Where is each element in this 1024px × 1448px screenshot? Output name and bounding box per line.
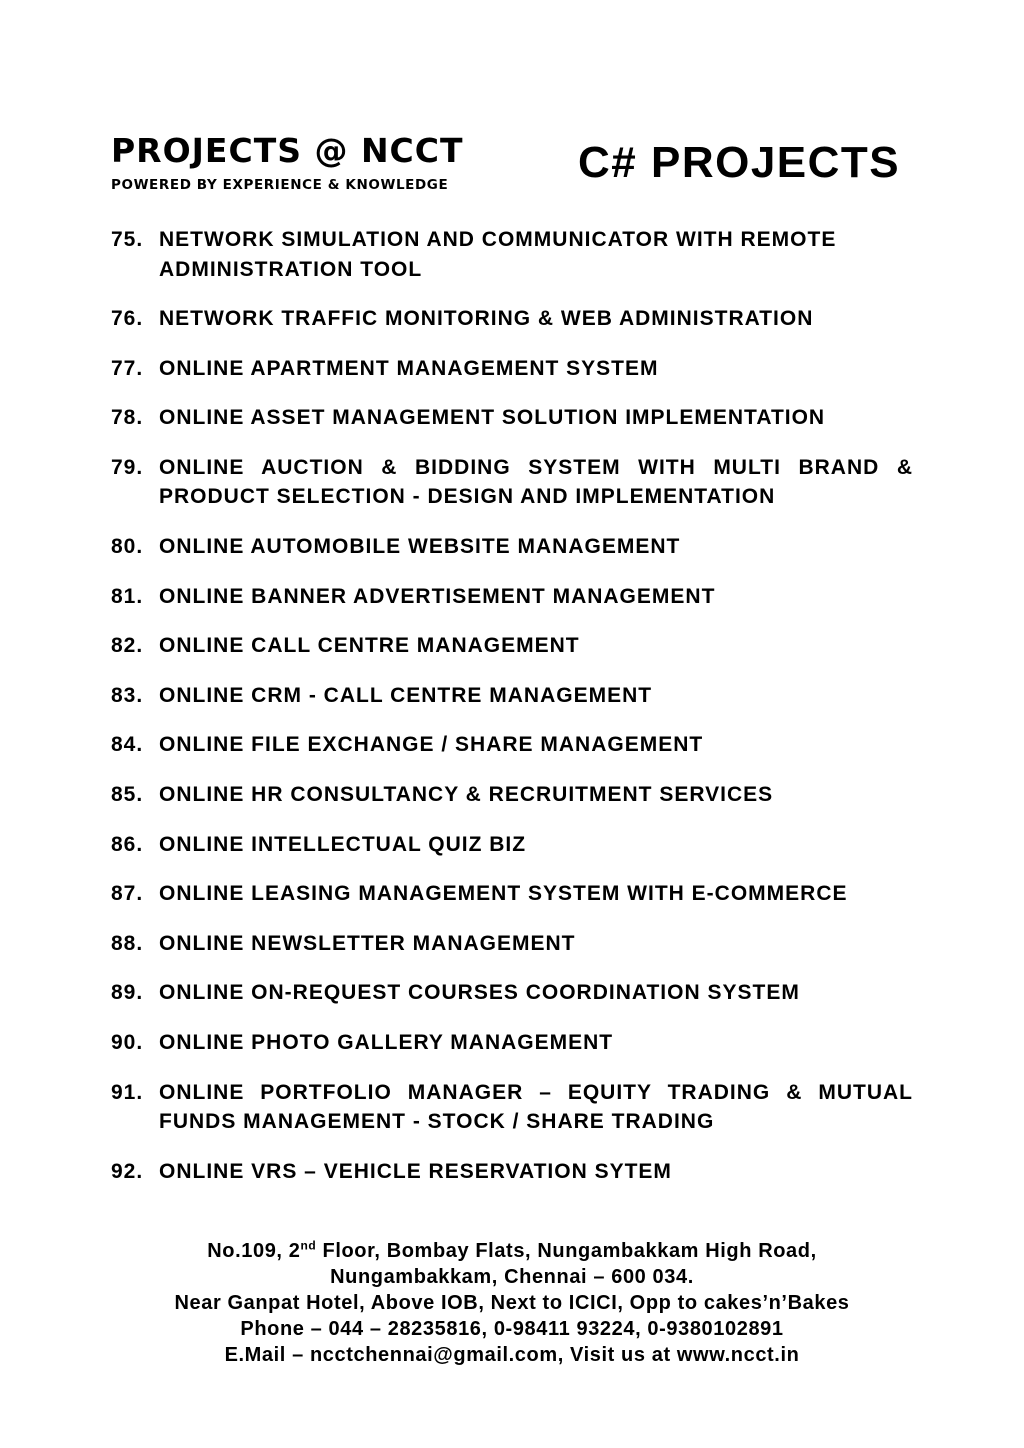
list-item xyxy=(111,403,913,433)
footer-address-superscript: nd xyxy=(300,1238,317,1253)
page-title: C# PROJECTS xyxy=(578,138,901,187)
item-title: ONLINE ON-REQUEST COURSES COORDINATION SYSTEM xyxy=(159,981,800,1005)
item-number: 83. xyxy=(111,683,144,707)
list-item xyxy=(111,1157,913,1187)
list-item xyxy=(111,879,913,909)
brand-title: PROJECTS @ NCCT xyxy=(111,131,464,170)
list-item xyxy=(111,978,913,1008)
list-item xyxy=(111,730,913,760)
item-number: 81. xyxy=(111,584,144,608)
list-item xyxy=(111,1078,913,1137)
item-title: ONLINE PHOTO GALLERY MANAGEMENT xyxy=(159,1030,614,1054)
brand-block xyxy=(111,131,464,194)
item-title: ONLINE LEASING MANAGEMENT SYSTEM WITH E-COMMERCE xyxy=(159,882,848,906)
list-item xyxy=(111,453,913,512)
list-item xyxy=(111,582,913,612)
list-item xyxy=(111,225,913,284)
footer-address xyxy=(62,1238,962,1264)
item-title: ONLINE INTELLECTUAL QUIZ BIZ xyxy=(159,832,527,856)
item-number: 78. xyxy=(111,406,144,430)
item-number: 87. xyxy=(111,882,144,906)
item-number: 77. xyxy=(111,356,144,380)
item-number: 86. xyxy=(111,832,144,856)
list-item xyxy=(111,681,913,711)
item-title: ONLINE CRM - CALL CENTRE MANAGEMENT xyxy=(159,683,653,707)
list-item xyxy=(111,780,913,810)
item-number: 91. xyxy=(111,1080,144,1104)
item-number: 92. xyxy=(111,1159,144,1183)
list-item xyxy=(111,631,913,661)
footer-contact: E.Mail – ncctchennai@gmail.com, Visit us at www.ncct.in xyxy=(224,1344,800,1366)
item-number: 85. xyxy=(111,782,144,806)
item-title: ONLINE NEWSLETTER MANAGEMENT xyxy=(159,931,576,955)
list-item xyxy=(111,354,913,384)
footer-city: Nungambakkam, Chennai – 600 034. xyxy=(330,1266,694,1288)
footer-address-end: Floor, Bombay Flats, Nungambakkam High Road, xyxy=(316,1240,817,1262)
item-number: 88. xyxy=(111,931,144,955)
project-list xyxy=(111,225,913,1206)
item-title: ONLINE AUTOMOBILE WEBSITE MANAGEMENT xyxy=(159,534,681,558)
list-item xyxy=(111,1028,913,1058)
item-title: ONLINE CALL CENTRE MANAGEMENT xyxy=(159,634,580,658)
item-number: 76. xyxy=(111,307,144,331)
item-number: 90. xyxy=(111,1030,144,1054)
item-title: ONLINE ASSET MANAGEMENT SOLUTION IMPLEMENTATION xyxy=(159,406,826,430)
item-title: ONLINE APARTMENT MANAGEMENT SYSTEM xyxy=(159,356,659,380)
item-number: 84. xyxy=(111,733,144,757)
brand-tagline: POWERED BY EXPERIENCE & KNOWLEDGE xyxy=(111,177,449,193)
item-title: ONLINE FILE EXCHANGE / SHARE MANAGEMENT xyxy=(159,733,704,757)
item-number: 75. xyxy=(111,228,144,251)
item-number: 89. xyxy=(111,981,144,1005)
contact-footer xyxy=(62,1238,962,1368)
item-title: ONLINE BANNER ADVERTISEMENT MANAGEMENT xyxy=(159,584,716,608)
footer-phone: Phone – 044 – 28235816, 0-98411 93224, 0-9380102891 xyxy=(240,1318,784,1340)
item-number: 79. xyxy=(111,455,144,479)
item-title: NETWORK TRAFFIC MONITORING & WEB ADMINISTRATION xyxy=(159,307,814,331)
item-title: ONLINE PORTFOLIO MANAGER – EQUITY TRADING & MUTUAL FUNDS MANAGEMENT - STOCK / SHARE TRADING xyxy=(159,1080,913,1133)
footer-landmark: Near Ganpat Hotel, Above IOB, Next to ICICI, Opp to cakes’n’Bakes xyxy=(174,1292,850,1314)
list-item xyxy=(111,929,913,959)
footer-address-start: No.109, 2 xyxy=(207,1240,301,1262)
item-title: NETWORK SIMULATION AND COMMUNICATOR WITH REMOTE ADMINISTRATION TOOL xyxy=(159,228,837,281)
list-item xyxy=(111,304,913,334)
list-item xyxy=(111,830,913,860)
item-number: 80. xyxy=(111,534,144,558)
item-title: ONLINE HR CONSULTANCY & RECRUITMENT SERVICES xyxy=(159,782,774,806)
item-title: ONLINE VRS – VEHICLE RESERVATION SYTEM xyxy=(159,1159,672,1183)
item-number: 82. xyxy=(111,634,144,658)
list-item xyxy=(111,532,913,562)
item-title: ONLINE AUCTION & BIDDING SYSTEM WITH MULTI BRAND & PRODUCT SELECTION - DESIGN AND IMPLEMENTATION xyxy=(159,455,913,509)
